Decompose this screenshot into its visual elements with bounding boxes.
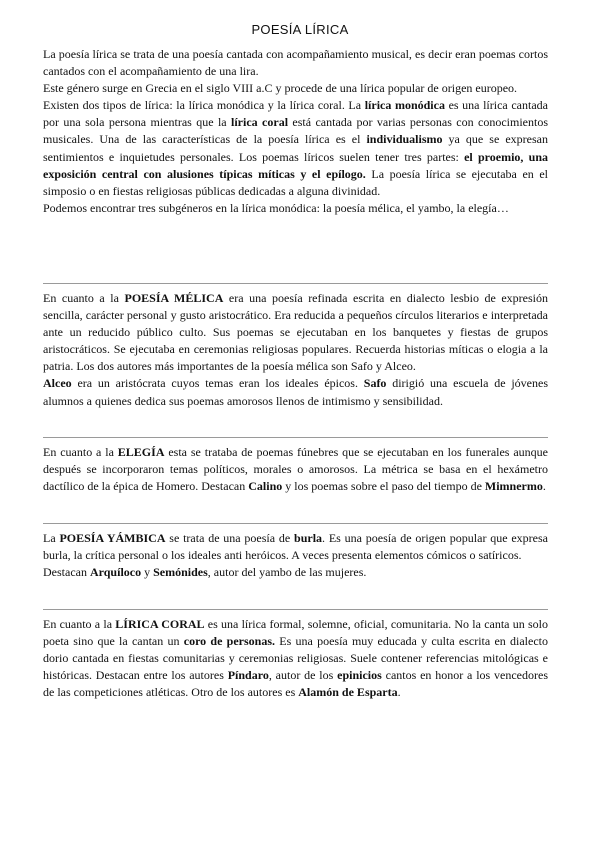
author-alamon-de-esparta: Alamón de Esparta [298, 685, 398, 700]
melica-paragraph-2: Alceo era un aristócrata cuyos temas eran los ideales épicos. Safo dirigió una escuela de jóvenes alumnos a quienes dedica sus poemas amorosos llenos de intimismo y sensibilidad. [43, 376, 548, 408]
term-elegia: ELEGÍA [117, 445, 165, 459]
coral-paragraph: En cuanto a la LÍRICA CORAL es una lírica formal, solemne, oficial, comunitaria. No la canta un solo poeta sino que la cantan un coro de personas. Es una poesía muy educada y culta escrita en dialecto dorio cantada en fiestas comunitarias y ceremonias religiosas. Suele contener referencias mitológicas e históricas. Destacan entre los autores Píndaro, autor de los epinicios cantos en honor a los vencedores de las competiciones atléticas. Otro de los autores es Alamón de Esparta. [43, 617, 549, 700]
section-divider [43, 283, 548, 284]
term-poesia-melica: POESÍA MÉLICA [124, 291, 224, 305]
elegia-paragraph: En cuanto a la ELEGÍA esta se trataba de poemas fúnebres que se ejecutaban en los funerales aunque después se incorporaron temas políticos, morales o amorosos. La métrica se basa en el hexámetro dactílico de la épica de Homero. Destacan Calino y los poemas sobre el paso del tiempo de Mimnermo. [43, 445, 548, 494]
term-lirica-coral-heading: LÍRICA CORAL [115, 617, 205, 631]
intro-paragraph-4: Podemos encontrar tres subgéneros en la lírica monódica: la poesía mélica, el yambo, la elegía… [43, 200, 509, 215]
author-mimnermo: Mimnermo [484, 479, 543, 494]
intro-paragraph-2: Este género surge en Grecia en el siglo VIII a.C y procede de una lírica popular de origen europeo. [43, 81, 518, 96]
page-title: POESÍA LÍRICA [251, 22, 349, 37]
intro-paragraph-1: La poesía lírica se trata de una poesía cantada con acompañamiento musical, es decir eran poemas cortos cantados con el acompañamiento de una lira. [43, 47, 548, 79]
author-pindaro: Píndaro [227, 668, 269, 683]
author-alceo: Alceo [43, 376, 72, 391]
author-safo: Safo [363, 376, 387, 391]
term-poesia-yambica: POESÍA YÁMBICA [59, 531, 166, 545]
term-partes: el proemio, una exposición central con alusiones típicas míticas y el epílogo. [43, 149, 549, 181]
section-divider [43, 609, 548, 610]
term-individualismo: individualismo [366, 132, 443, 147]
coral-section [43, 616, 548, 701]
term-burla: burla [294, 531, 323, 545]
author-semonides: Semónides [153, 565, 208, 580]
yambica-paragraph-1: La POESÍA YÁMBICA se trata de una poesía de burla. Es una poesía de origen popular que expresa burla, la crítica personal o los ideales anti heróicos. A veces presenta elementos cómicos o satíricos. [43, 531, 548, 563]
term-coro-de-personas: coro de personas. [183, 634, 276, 649]
section-divider [43, 437, 548, 438]
melica-paragraph-1: En cuanto a la POESÍA MÉLICA era una poesía refinada escrita en dialecto lesbio de expresión sencilla, carácter personal y gusto aristocrático. Era reducida a pequeños círculos literarios e interpretada ante un reducido público culto. Sus poemas se ejecutaban en los banquetes y fiestas de grupos aristocráticos. Se ejecutaba en ceremonias religiosas populares. Recuerda historias míticas o elogia a la patria. Los dos autores más importantes de la poesía mélica son Safo y Alceo. [43, 291, 549, 374]
term-lirica-coral: lírica coral [231, 115, 289, 130]
melica-section [43, 290, 548, 410]
section-divider [43, 523, 548, 524]
intro-section [43, 46, 548, 217]
author-arquiloco: Arquíloco [89, 565, 142, 580]
intro-paragraph-3: Existen dos tipos de lírica: la lírica monódica y la lírica coral. La lírica monódica es una lírica cantada por una sola persona mientras que la lírica coral está cantada por varias personas con conocimientos musicales. Una de las características de la poesía lírica es el individualismo ya que se expresan sentimientos e inquietudes personales. Los poemas líricos suelen tener tres partes: el proemio, una exposición central con alusiones típicas míticas y el epílogo. La poesía lírica se ejecutaba en el simposio o en fiestas religiosas públicas dedicadas a alguna divinidad. [43, 98, 549, 198]
term-lirica-monodica: lírica monódica [364, 98, 445, 113]
term-epinicios: epinicios [337, 668, 382, 683]
author-calino: Calino [248, 479, 283, 494]
yambica-paragraph-2: Destacan Arquíloco y Semónides, autor del yambo de las mujeres. [43, 565, 367, 580]
elegia-section [43, 444, 548, 495]
yambica-section [43, 530, 548, 581]
